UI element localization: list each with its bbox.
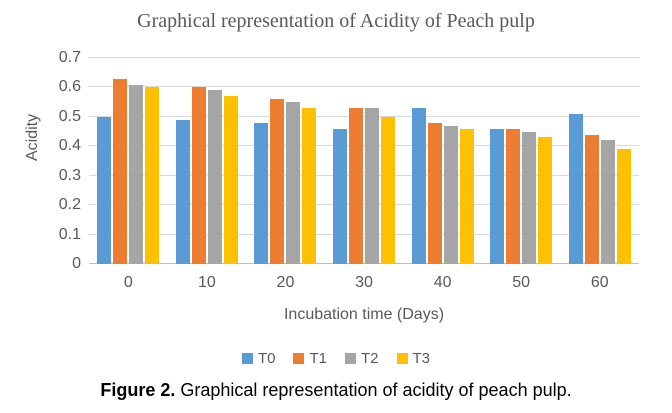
legend-label: T3: [412, 350, 431, 367]
legend-item-T3: [397, 350, 431, 367]
bar-T2-day-60: [601, 140, 615, 264]
bar-T3-day-0: [145, 87, 159, 264]
legend-item-T1: [293, 350, 327, 367]
bar-T3-day-10: [224, 96, 238, 264]
y-axis-ticks: [28, 49, 81, 272]
bar-group-day-30: [325, 58, 404, 264]
legend-swatch-icon: [242, 353, 253, 364]
bar-T1-day-40: [428, 123, 442, 264]
bar-group-day-10: [168, 58, 247, 264]
x-tick-label: 20: [276, 274, 295, 291]
bar-T1-day-60: [585, 135, 599, 264]
chart-legend: [0, 350, 672, 367]
bar-T0-day-20: [254, 123, 268, 264]
bar-T3-day-40: [460, 129, 474, 264]
bar-group-day-20: [246, 58, 325, 264]
figure-caption: [0, 380, 672, 401]
x-tick-label: 40: [433, 274, 452, 291]
legend-label: T0: [257, 350, 276, 367]
plot-area: [89, 58, 639, 264]
legend-item-T2: [345, 350, 379, 367]
bar-T0-day-30: [333, 129, 347, 264]
y-tick-label: 0.4: [58, 137, 81, 155]
y-tick-label: 0.7: [58, 49, 81, 66]
y-tick-label: 0.3: [58, 166, 81, 184]
bar-T1-day-0: [113, 79, 127, 264]
legend-swatch-icon: [293, 353, 304, 364]
legend-swatch-icon: [345, 353, 356, 364]
bar-T2-day-50: [522, 132, 536, 264]
x-axis-title: Incubation time (Days): [283, 306, 445, 323]
x-axis-labels: [89, 274, 639, 294]
bar-T2-day-10: [208, 90, 222, 264]
bar-T2-day-0: [129, 85, 143, 265]
x-tick-label: 50: [512, 274, 531, 291]
bar-T1-day-10: [192, 87, 206, 264]
figure-caption-label: Figure 2.: [100, 380, 176, 400]
x-tick-label: 30: [355, 274, 373, 291]
figure-container: Graphical representation of Acidity of Peach pulp Acidity 0 0.1 0.2 0.3 0.4 0.5 0.6 0.7 0 10 20 30 40 50 60 Incubation time (Days) T0 T1 T2 T3 Figure 2. Graphical representation of acidity of peach pulp.: [0, 0, 672, 413]
x-tick-label: 0: [123, 274, 133, 291]
y-tick-label: 0.1: [58, 225, 81, 243]
bar-T2-day-20: [286, 102, 300, 264]
bar-T0-day-10: [176, 120, 190, 264]
bar-T2-day-30: [365, 108, 379, 264]
y-tick-label: 0.6: [58, 78, 81, 96]
legend-label: T2: [361, 350, 379, 367]
legend-label: T1: [309, 350, 327, 367]
y-tick-label: 0.5: [58, 107, 81, 125]
bar-T0-day-60: [569, 114, 583, 264]
x-tick-label: 60: [590, 274, 609, 291]
bar-T0-day-50: [490, 129, 504, 264]
figure-caption-text: Graphical representation of acidity of peach pulp.: [175, 380, 572, 400]
legend-item-T0: [242, 350, 276, 367]
bar-T0-day-40: [412, 108, 426, 264]
bar-T2-day-40: [444, 126, 458, 264]
y-tick-label: 0: [72, 255, 81, 272]
bar-group-day-50: [482, 58, 561, 264]
bar-T1-day-20: [270, 99, 284, 264]
bar-T3-day-60: [617, 149, 631, 264]
bar-group-day-0: [89, 58, 168, 264]
legend-swatch-icon: [397, 353, 408, 364]
bar-T1-day-50: [506, 129, 520, 264]
y-tick-label: 0.2: [58, 196, 81, 214]
chart-title: Graphical representation of Acidity of Peach pulp: [137, 10, 535, 32]
x-tick-label: 10: [197, 274, 216, 291]
bar-T3-day-30: [381, 117, 395, 264]
bar-T1-day-30: [349, 108, 363, 264]
bar-T3-day-20: [302, 108, 316, 264]
bar-group-day-40: [403, 58, 482, 264]
bar-group-day-60: [560, 58, 639, 264]
bar-T0-day-0: [97, 117, 111, 264]
bar-T3-day-50: [538, 137, 552, 264]
